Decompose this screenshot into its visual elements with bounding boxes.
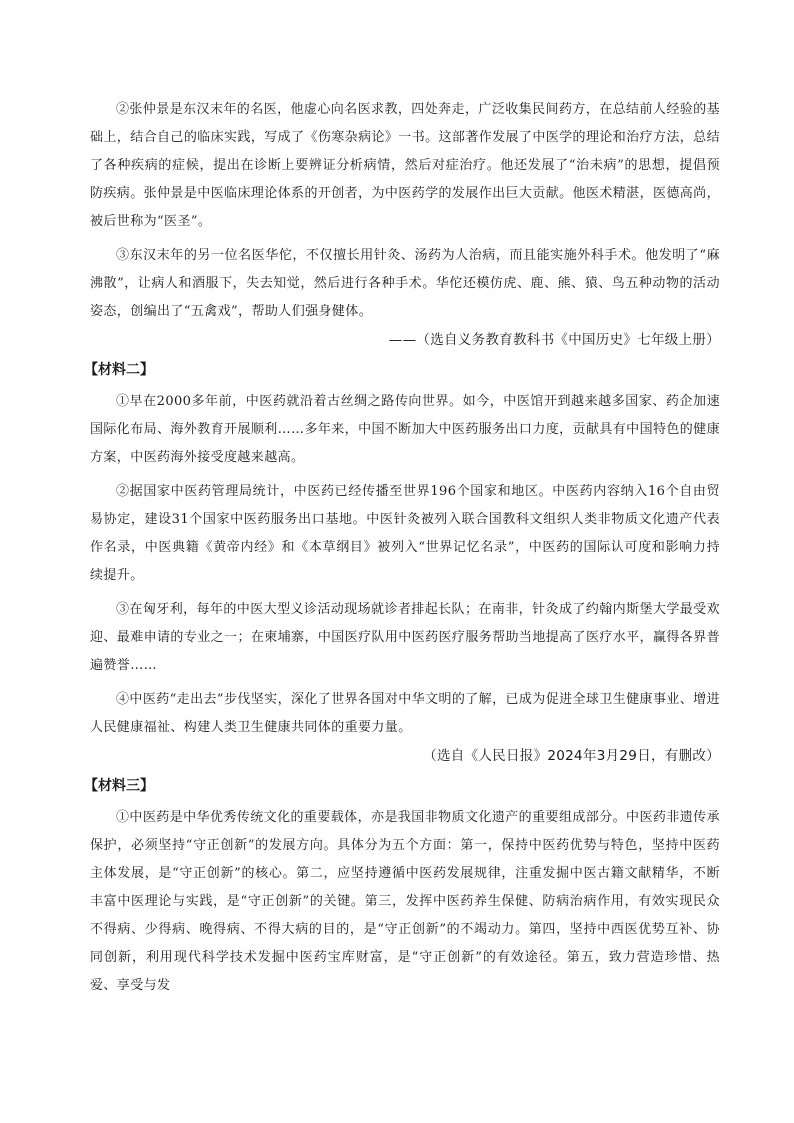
paragraph-overseas-examples: ③在匈牙利，每年的中医大型义诊活动现场就诊者排起长队；在南非，针灸成了约翰内斯堡大学最受欢迎、最难申请的专业之一；在柬埔寨，中国医疗队用中医药医疗服务帮助当地提高了医疗水平，赢得各界普遍赞誉…… [90, 602, 720, 673]
document-page [84, 96, 720, 1000]
paragraph-silk-road: ①早在2000多年前，中医药就沿着古丝绸之路传向世界。如今，中医馆开到越来越多国家、药企加速国际化布局、海外教育开展顺利……多年来，中国不断加大中医药服务出口力度，贡献具有中国特色的健康方案，中医药海外接受度越来越高。 [90, 394, 720, 465]
paragraph-going-global: ④中医药“走出去”步伐坚实，深化了世界各国对中华文明的了解，已成为促进全球卫生健康事业、增进人民健康福祉、构建人类卫生健康共同体的重要力量。 [90, 692, 720, 735]
paragraph-heritage-protection: ①中医药是中华优秀传统文化的重要载体，亦是我国非物质文化遗产的重要组成部分。中医药非遗传承保护，必须坚持“守正创新”的发展方向。具体分为五个方面：第一，保持中医药优势与特色，坚持中医药主体发展，是“守正创新”的核心。第二，应坚持遵循中医药发展规律，注重发掘中医古籍文献精华，不断丰富中医理论与实践，是“守正创新”的关键。第三，发挥中医药养生保健、防病治病作用，有效实现民众不得病、少得病、晚得病、不得大病的目的，是“守正创新”的不竭动力。第四，坚持中西医优势互补、协同创新，利用现代科学技术发掘中医药宝库财富，是“守正创新”的有效途径。第五，致力营造珍惜、热爱、享受与发 [90, 810, 720, 993]
source-citation-peoples-daily: （选自《人民日报》2024年3月29日，有删改） [423, 748, 720, 764]
paragraph-zhang-zhongjing: ②张仲景是东汉末年的名医，他虚心向名医求教，四处奔走，广泛收集民间药方，在总结前人经验的基础上，结合自己的临床实践，写成了《伤寒杂病论》一书。这部著作发展了中医学的理论和治疗方法，总结了各种疾病的症候，提出在诊断上要辨证分析病情，然后对症治疗。他还发展了“治未病”的思想，提倡预防疾病。张仲景是中医临床理论体系的开创者，为中医药学的发展作出巨大贡献。他医术精湛，医德高尚，被后世称为“医圣”。 [90, 102, 720, 229]
material-three-heading: 【材料三】 [84, 778, 154, 794]
paragraph-statistics: ②据国家中医药管理局统计，中医药已经传播至世界196个国家和地区。中医药内容纳入16个自由贸易协定，建设31个国家中医药服务出口基地。中医针灸被列入联合国教科文组织人类非物质文化遗产代表作名录，中医典籍《黄帝内经》和《本草纲目》被列入“世界记忆名录”，中医药的国际认可度和影响力持续提升。 [90, 484, 720, 583]
paragraph-hua-tuo: ③东汉末年的另一位名医华佗，不仅擅长用针灸、汤药为人治病，而且能实施外科手术。他发明了“麻沸散”，让病人和酒服下，失去知觉，然后进行各种手术。华佗还模仿虎、鹿、熊、猿、鸟五种动物的活动姿态，创编出了“五禽戏”，帮助人们强身健体。 [90, 248, 720, 319]
source-citation-textbook: ——（选自义务教育教科书《中国历史》七年级上册） [388, 332, 720, 348]
material-two-heading: 【材料二】 [84, 362, 154, 378]
